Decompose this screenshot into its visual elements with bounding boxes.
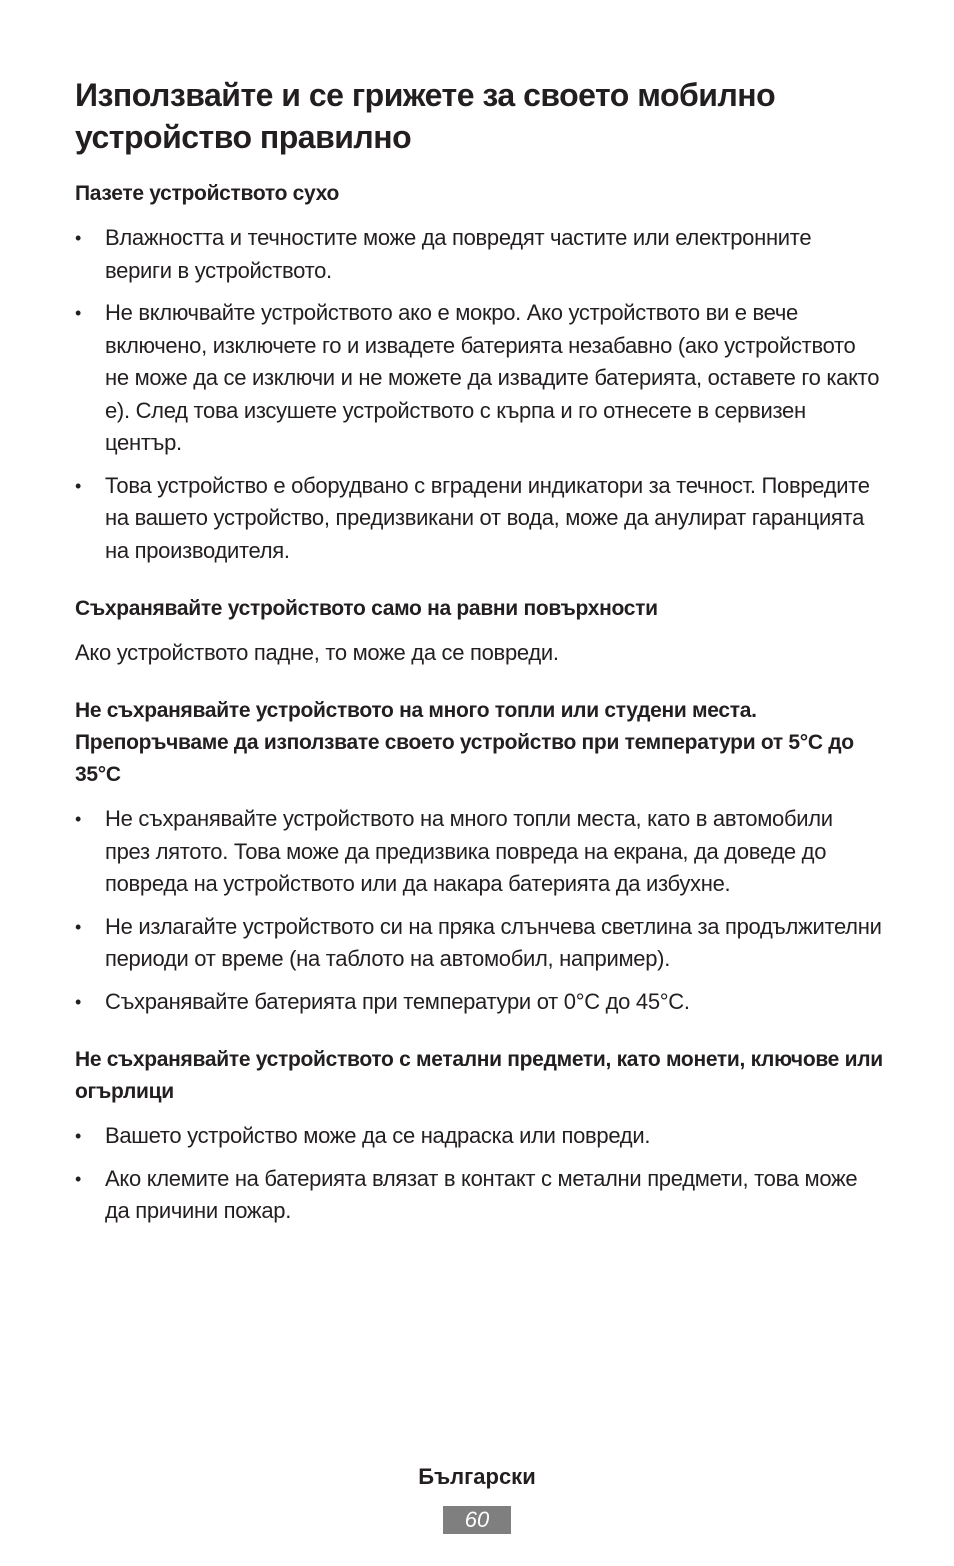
list-item-text: Не излагайте устройството си на пряка слънчева светлина за продължителни периоди от време (на таблото на автомобил, например). <box>105 913 882 971</box>
list-item <box>75 470 883 568</box>
bullet-icon: • <box>75 916 82 937</box>
bullet-icon: • <box>75 1168 82 1189</box>
list-item-text: Ако клемите на батерията влязат в контакт с метални предмети, това може да причини пожар. <box>105 1165 858 1223</box>
list-item <box>75 803 883 901</box>
list-item <box>75 911 883 976</box>
section-heading: Не съхранявайте устройството на много топли или студени места. Препоръчваме да използвате своето устройство при температури от 5°C до 35°C <box>75 699 854 786</box>
section-temperature <box>75 695 883 1018</box>
bullet-list <box>75 222 883 567</box>
section-heading: Пазете устройството сухо <box>75 182 340 205</box>
list-item-text: Не включвайте устройството ако е мокро. Ако устройството ви е вече включено, изключете го и извадете батерията незабавно (ако устройството не може да се изключи и не можете да извадите батерията, оставете го както е). След това изсушете устройството с кърпа и го отнесете в сервизен център. <box>105 300 880 455</box>
bullet-icon: • <box>75 1126 82 1146</box>
list-item <box>75 1120 883 1153</box>
list-item <box>75 986 883 1019</box>
page-content <box>75 178 883 1228</box>
list-item <box>75 1163 883 1228</box>
bullet-icon: • <box>75 475 82 496</box>
list-item <box>75 297 883 460</box>
bullet-list <box>75 803 883 1018</box>
list-item-text: Това устройство е оборудвано с вградени индикатори за течност. Повредите на вашето устройство, предизвикани от вода, може да анулират гаранцията на производителя. <box>105 472 870 563</box>
list-item-text: Вашето устройство може да се надраска или повреди. <box>105 1123 651 1148</box>
list-item-text: Не съхранявайте устройството на много топли места, като в автомобили през лятото. Това може да предизвика повреда на екрана, да доведе до повреда на устройството или да накара батерията да избухне. <box>105 806 833 896</box>
list-item-text: Съхранявайте батерията при температури от 0°C до 45°C. <box>105 988 690 1014</box>
bullet-icon: • <box>75 303 82 323</box>
section-keep-dry <box>75 178 883 567</box>
section-paragraph: Ако устройството падне, то може да се повреди. <box>75 640 559 665</box>
bullet-icon: • <box>75 991 82 1012</box>
page-title: Използвайте и се грижете за своето мобилно устройство правилно <box>75 77 776 155</box>
list-item-text: Влажността и течностите може да повредят частите или електронните вериги в устройството. <box>105 225 812 283</box>
footer-language: Български <box>418 1464 536 1489</box>
section-heading: Съхранявайте устройството само на равни повърхности <box>75 597 658 620</box>
list-item <box>75 222 883 287</box>
bullet-icon: • <box>75 228 82 248</box>
section-flat-surfaces <box>75 593 883 669</box>
section-metal-objects <box>75 1044 883 1228</box>
bullet-icon: • <box>75 809 82 829</box>
bullet-list <box>75 1120 883 1228</box>
section-heading: Не съхранявайте устройството с метални предмети, като монети, ключове или огърлици <box>75 1048 883 1103</box>
page-number: 60 <box>443 1506 511 1534</box>
